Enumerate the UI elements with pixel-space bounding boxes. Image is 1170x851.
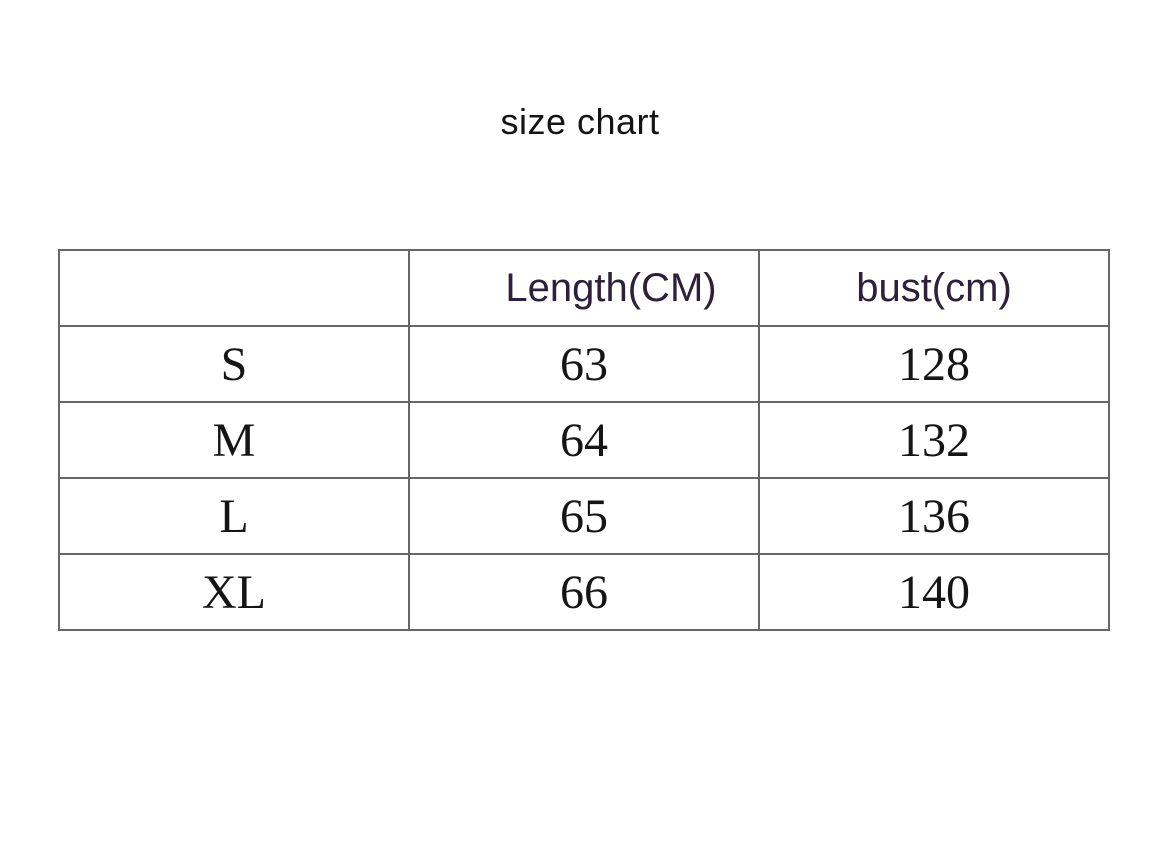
length-cell: 63 (409, 326, 759, 402)
table-row-xl (59, 554, 1109, 630)
size-cell: S (59, 326, 409, 402)
size-cell: XL (59, 554, 409, 630)
bust-cell: 136 (759, 478, 1109, 554)
table-row-m (59, 402, 1109, 478)
header-row (59, 250, 1109, 326)
size-cell: L (59, 478, 409, 554)
col-header-size (59, 250, 409, 326)
table-row-s (59, 326, 1109, 402)
table-row-l (59, 478, 1109, 554)
col-header-length: Length(CM) (409, 250, 759, 326)
length-cell: 66 (409, 554, 759, 630)
bust-cell: 132 (759, 402, 1109, 478)
page-title: size chart (500, 101, 660, 142)
length-cell: 65 (409, 478, 759, 554)
bust-cell: 128 (759, 326, 1109, 402)
size-cell: M (59, 402, 409, 478)
size-chart-table (58, 249, 1110, 631)
col-header-bust: bust(cm) (759, 250, 1109, 326)
length-cell: 64 (409, 402, 759, 478)
bust-cell: 140 (759, 554, 1109, 630)
